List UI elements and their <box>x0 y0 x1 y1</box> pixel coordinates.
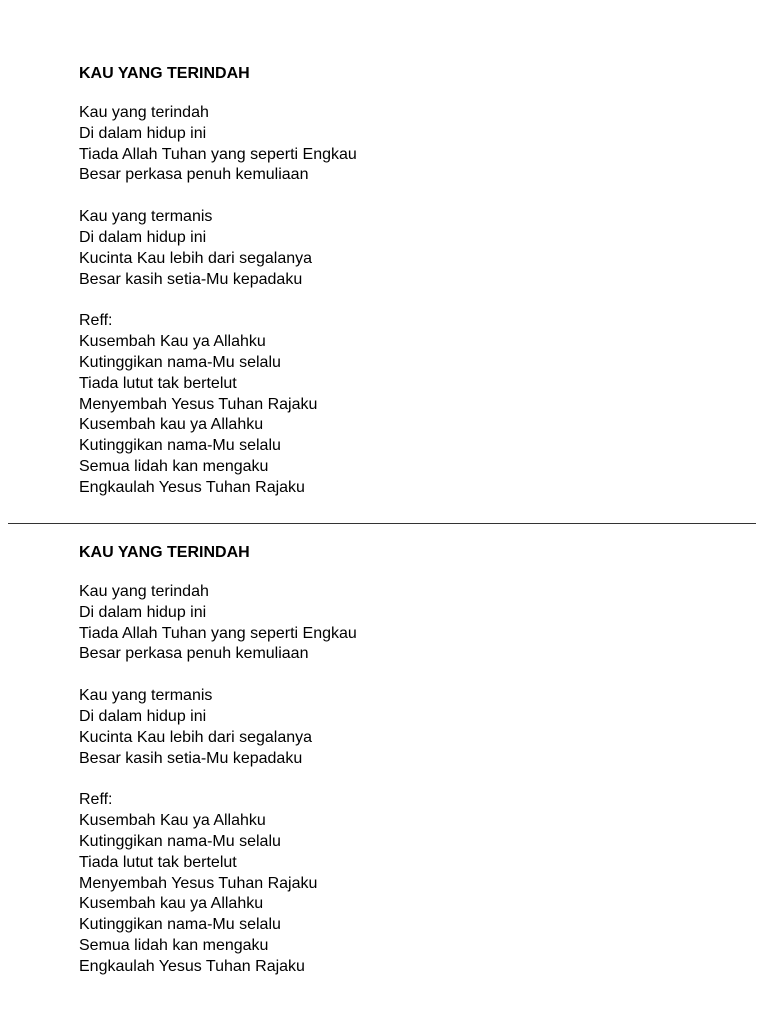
verse-stanza <box>79 582 719 665</box>
lyric-line: Kutinggikan nama-Mu selalu <box>79 437 281 455</box>
lyric-line: Semua lidah kan mengaku <box>79 457 269 475</box>
lyric-line: Di dalam hidup ini <box>79 124 207 142</box>
lyric-line: Kau yang terindah <box>79 104 209 121</box>
lyric-line: Besar kasih setia-Mu kepadaku <box>79 749 303 767</box>
verse-stanza <box>79 207 719 290</box>
lyrics-copy-1 <box>79 62 719 520</box>
verse-stanza <box>79 686 719 769</box>
verse-stanza <box>79 103 719 186</box>
lyric-line: Kutinggikan nama-Mu selalu <box>79 832 281 850</box>
lyric-line: Kusembah kau ya Allahku <box>79 895 264 913</box>
lyric-line: Di dalam hidup ini <box>79 603 207 621</box>
lyric-line: Besar kasih setia-Mu kepadaku <box>79 270 303 288</box>
lyric-line: Kucinta Kau lebih dari segalanya <box>79 249 313 267</box>
song-title: KAU YANG TERINDAH <box>79 544 250 561</box>
lyric-line: Kutinggikan nama-Mu selalu <box>79 916 281 934</box>
lyric-line: Menyembah Yesus Tuhan Rajaku <box>79 395 318 413</box>
chorus-label: Reff: <box>79 312 113 330</box>
lyric-line: Kusembah Kau ya Allahku <box>79 812 266 830</box>
lyric-line: Kau yang termanis <box>79 208 213 226</box>
lyric-line: Tiada lutut tak bertelut <box>79 374 237 392</box>
chorus-label: Reff: <box>79 791 113 809</box>
lyric-line: Kau yang terindah <box>79 583 209 600</box>
lyric-line: Kucinta Kau lebih dari segalanya <box>79 728 313 746</box>
chorus-stanza <box>79 311 719 498</box>
lyric-line: Engkaulah Yesus Tuhan Rajaku <box>79 957 305 975</box>
lyric-line: Semua lidah kan mengaku <box>79 936 269 954</box>
lyric-line: Tiada lutut tak bertelut <box>79 853 237 871</box>
lyric-line: Di dalam hidup ini <box>79 707 207 725</box>
lyric-line: Menyembah Yesus Tuhan Rajaku <box>79 874 318 892</box>
lyric-line: Tiada Allah Tuhan yang seperti Engkau <box>79 624 357 642</box>
lyric-line: Besar perkasa penuh kemuliaan <box>79 166 309 184</box>
page-divider <box>8 523 756 524</box>
lyric-line: Di dalam hidup ini <box>79 228 207 246</box>
lyrics-copy-2 <box>79 541 719 999</box>
lyric-line: Kutinggikan nama-Mu selalu <box>79 353 281 371</box>
lyric-line: Engkaulah Yesus Tuhan Rajaku <box>79 478 305 496</box>
lyric-line: Besar perkasa penuh kemuliaan <box>79 645 309 663</box>
lyric-line: Kau yang termanis <box>79 687 213 705</box>
song-title: KAU YANG TERINDAH <box>79 65 250 82</box>
chorus-stanza <box>79 790 719 977</box>
lyric-line: Kusembah Kau ya Allahku <box>79 333 266 351</box>
lyric-line: Kusembah kau ya Allahku <box>79 416 264 434</box>
lyric-line: Tiada Allah Tuhan yang seperti Engkau <box>79 145 357 163</box>
